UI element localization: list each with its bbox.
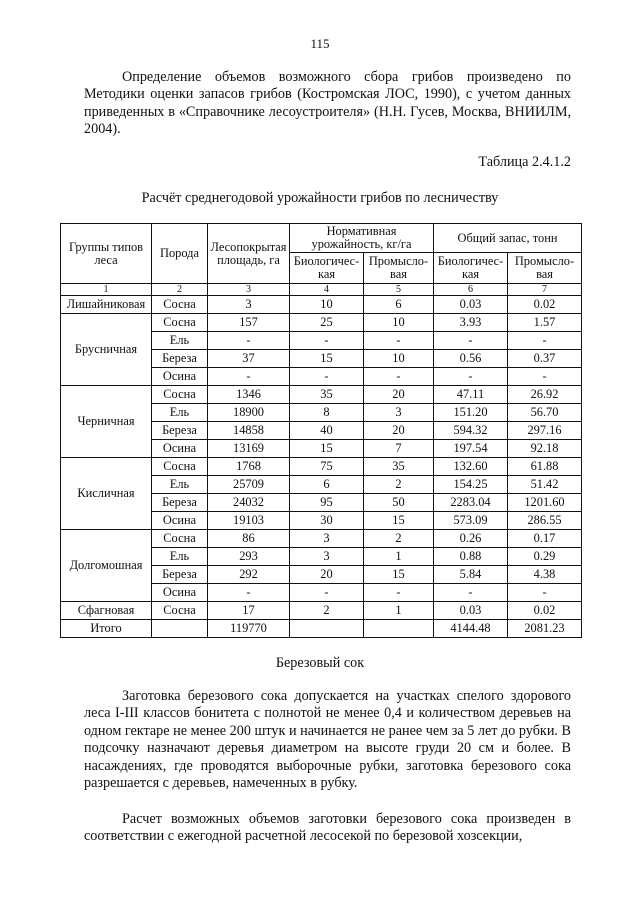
com-yield-cell: - xyxy=(364,584,434,602)
com-yield-cell: 50 xyxy=(364,494,434,512)
bio-stock-cell: 47.11 xyxy=(434,386,508,404)
header-yield-biological: Биологичес-кая xyxy=(290,253,364,284)
species-cell: Сосна xyxy=(152,296,208,314)
header-stock-commercial: Промысло-вая xyxy=(508,253,582,284)
species-cell: Береза xyxy=(152,566,208,584)
species-cell: Ель xyxy=(152,548,208,566)
area-cell: 14858 xyxy=(208,422,290,440)
bio-stock-cell: 2283.04 xyxy=(434,494,508,512)
species-cell: Осина xyxy=(152,584,208,602)
intro-paragraph: Определение объемов возможного сбора грибов произведено по Методики оценки запасов грибов (Костромская ЛОС, 1990), с учетом данных приведенных в «Справочнике лесоустроителя» (Н.Н. Гусев, Москва, ВНИИЛМ, 2004). xyxy=(84,69,571,138)
table-body xyxy=(61,284,582,638)
mushroom-yield-table xyxy=(60,223,582,638)
forest-group-cell: Брусничная xyxy=(61,314,152,386)
header-group: Группы типов леса xyxy=(61,224,152,284)
header-total-stock: Общий запас, тонн xyxy=(434,224,582,253)
total-com-stock: 2081.23 xyxy=(508,620,582,638)
species-cell: Береза xyxy=(152,494,208,512)
com-yield-cell: 15 xyxy=(364,566,434,584)
bio-stock-cell: 3.93 xyxy=(434,314,508,332)
bio-yield-cell: - xyxy=(290,584,364,602)
com-yield-cell: 2 xyxy=(364,530,434,548)
com-yield-cell: - xyxy=(364,332,434,350)
bio-yield-cell: 3 xyxy=(290,548,364,566)
area-cell: 292 xyxy=(208,566,290,584)
com-yield-cell: 3 xyxy=(364,404,434,422)
com-stock-cell: 1.57 xyxy=(508,314,582,332)
area-cell: 19103 xyxy=(208,512,290,530)
table-header xyxy=(61,224,582,284)
bio-stock-cell: 594.32 xyxy=(434,422,508,440)
com-stock-cell: 61.88 xyxy=(508,458,582,476)
total-bio-stock: 4144.48 xyxy=(434,620,508,638)
table-title: Расчёт среднегодовой урожайности грибов по лесничеству xyxy=(141,190,499,206)
bio-yield-cell: 40 xyxy=(290,422,364,440)
column-number: 7 xyxy=(508,284,582,296)
area-cell: 1768 xyxy=(208,458,290,476)
com-yield-cell: 1 xyxy=(364,602,434,620)
com-stock-cell: 297.16 xyxy=(508,422,582,440)
area-cell: 1346 xyxy=(208,386,290,404)
bio-yield-cell: 3 xyxy=(290,530,364,548)
area-cell: 17 xyxy=(208,602,290,620)
species-cell: Осина xyxy=(152,512,208,530)
area-cell: 86 xyxy=(208,530,290,548)
bio-stock-cell: 0.88 xyxy=(434,548,508,566)
area-cell: 3 xyxy=(208,296,290,314)
page-number: 115 xyxy=(310,36,330,51)
species-cell: Сосна xyxy=(152,314,208,332)
com-stock-cell: 286.55 xyxy=(508,512,582,530)
area-cell: 18900 xyxy=(208,404,290,422)
total-bio-yield-cell xyxy=(290,620,364,638)
species-cell: Сосна xyxy=(152,386,208,404)
bio-yield-cell: 2 xyxy=(290,602,364,620)
bio-yield-cell: 25 xyxy=(290,314,364,332)
column-number: 3 xyxy=(208,284,290,296)
com-stock-cell: 56.70 xyxy=(508,404,582,422)
forest-group-cell: Лишайниковая xyxy=(61,296,152,314)
forest-group-cell: Черничная xyxy=(61,386,152,458)
bio-yield-cell: 75 xyxy=(290,458,364,476)
column-number: 4 xyxy=(290,284,364,296)
bio-yield-cell: 20 xyxy=(290,566,364,584)
com-yield-cell: 35 xyxy=(364,458,434,476)
header-species: Порода xyxy=(152,224,208,284)
com-yield-cell: 20 xyxy=(364,386,434,404)
species-cell: Сосна xyxy=(152,458,208,476)
column-number-row xyxy=(61,284,582,296)
com-stock-cell: 51.42 xyxy=(508,476,582,494)
bio-yield-cell: 15 xyxy=(290,350,364,368)
forest-group-cell: Кисличная xyxy=(61,458,152,530)
bio-yield-cell: 95 xyxy=(290,494,364,512)
total-species-cell xyxy=(152,620,208,638)
bio-stock-cell: 5.84 xyxy=(434,566,508,584)
total-com-yield-cell xyxy=(364,620,434,638)
bio-yield-cell: 10 xyxy=(290,296,364,314)
com-stock-cell: - xyxy=(508,368,582,386)
species-cell: Осина xyxy=(152,440,208,458)
column-number: 6 xyxy=(434,284,508,296)
total-label: Итого xyxy=(61,620,152,638)
com-yield-cell: 2 xyxy=(364,476,434,494)
species-cell: Ель xyxy=(152,476,208,494)
area-cell: 13169 xyxy=(208,440,290,458)
area-cell: - xyxy=(208,368,290,386)
com-stock-cell: 4.38 xyxy=(508,566,582,584)
area-cell: 24032 xyxy=(208,494,290,512)
com-stock-cell: 0.37 xyxy=(508,350,582,368)
bio-stock-cell: - xyxy=(434,368,508,386)
header-norm-yield: Нормативная урожайность, кг/га xyxy=(290,224,434,253)
bio-stock-cell: 0.26 xyxy=(434,530,508,548)
area-cell: 25709 xyxy=(208,476,290,494)
bio-stock-cell: - xyxy=(434,332,508,350)
com-yield-cell: 15 xyxy=(364,512,434,530)
com-yield-cell: 10 xyxy=(364,350,434,368)
table-row xyxy=(61,314,582,332)
bio-yield-cell: - xyxy=(290,368,364,386)
com-stock-cell: 92.18 xyxy=(508,440,582,458)
bio-stock-cell: 573.09 xyxy=(434,512,508,530)
bio-stock-cell: 132.60 xyxy=(434,458,508,476)
com-stock-cell: 1201.60 xyxy=(508,494,582,512)
com-stock-cell: 0.17 xyxy=(508,530,582,548)
area-cell: 293 xyxy=(208,548,290,566)
table-row xyxy=(61,458,582,476)
species-cell: Ель xyxy=(152,404,208,422)
species-cell: Ель xyxy=(152,332,208,350)
bio-stock-cell: 0.03 xyxy=(434,296,508,314)
com-stock-cell: 0.02 xyxy=(508,296,582,314)
section-title: Березовый сок xyxy=(275,655,365,671)
forest-group-cell: Долгомошная xyxy=(61,530,152,602)
bio-stock-cell: 0.56 xyxy=(434,350,508,368)
species-cell: Сосна xyxy=(152,530,208,548)
bio-stock-cell: 154.25 xyxy=(434,476,508,494)
bio-yield-cell: 8 xyxy=(290,404,364,422)
com-stock-cell: - xyxy=(508,584,582,602)
forest-group-cell: Сфагновая xyxy=(61,602,152,620)
com-yield-cell: 10 xyxy=(364,314,434,332)
bio-stock-cell: 151.20 xyxy=(434,404,508,422)
bio-yield-cell: - xyxy=(290,332,364,350)
area-cell: - xyxy=(208,332,290,350)
table-row xyxy=(61,530,582,548)
table-row xyxy=(61,602,582,620)
area-cell: 157 xyxy=(208,314,290,332)
bio-yield-cell: 35 xyxy=(290,386,364,404)
area-cell: - xyxy=(208,584,290,602)
com-stock-cell: 0.29 xyxy=(508,548,582,566)
area-cell: 37 xyxy=(208,350,290,368)
bio-yield-cell: 30 xyxy=(290,512,364,530)
bio-stock-cell: 197.54 xyxy=(434,440,508,458)
header-area: Лесопокрытая площадь, га xyxy=(208,224,290,284)
com-stock-cell: 0.02 xyxy=(508,602,582,620)
com-yield-cell: 20 xyxy=(364,422,434,440)
com-yield-cell: 6 xyxy=(364,296,434,314)
com-stock-cell: 26.92 xyxy=(508,386,582,404)
total-area: 119770 xyxy=(208,620,290,638)
column-number: 2 xyxy=(152,284,208,296)
table-row xyxy=(61,386,582,404)
com-yield-cell: 1 xyxy=(364,548,434,566)
bio-stock-cell: - xyxy=(434,584,508,602)
birch-sap-paragraph: Заготовка березового сока допускается на участках спелого здорового леса I-III классов бонитета с полнотой не менее 0,4 и количеством деревьев на одном гектаре не менее 200 штук и начинается не ранее чем за 5 лет до рубки. В подсочку назначают деревья диаметром на высоте груди 20 см и более. В насаждениях, где проводятся выборочные рубки, заготовка березового сока разрешается с деревьев, намеченных в рубку. xyxy=(84,688,571,792)
column-number: 1 xyxy=(61,284,152,296)
table-row xyxy=(61,296,582,314)
com-yield-cell: - xyxy=(364,368,434,386)
species-cell: Осина xyxy=(152,368,208,386)
column-number: 5 xyxy=(364,284,434,296)
bio-yield-cell: 15 xyxy=(290,440,364,458)
species-cell: Береза xyxy=(152,422,208,440)
table-number: Таблица 2.4.1.2 xyxy=(478,154,571,170)
bio-yield-cell: 6 xyxy=(290,476,364,494)
com-stock-cell: - xyxy=(508,332,582,350)
species-cell: Сосна xyxy=(152,602,208,620)
species-cell: Береза xyxy=(152,350,208,368)
header-stock-biological: Биологичес-кая xyxy=(434,253,508,284)
header-yield-commercial: Промысло-вая xyxy=(364,253,434,284)
calculation-paragraph: Расчет возможных объемов заготовки березового сока произведен в соответствии с ежегодной расчетной лесосекой по березовой хозсекции, xyxy=(84,811,571,845)
bio-stock-cell: 0.03 xyxy=(434,602,508,620)
total-row xyxy=(61,620,582,638)
com-yield-cell: 7 xyxy=(364,440,434,458)
